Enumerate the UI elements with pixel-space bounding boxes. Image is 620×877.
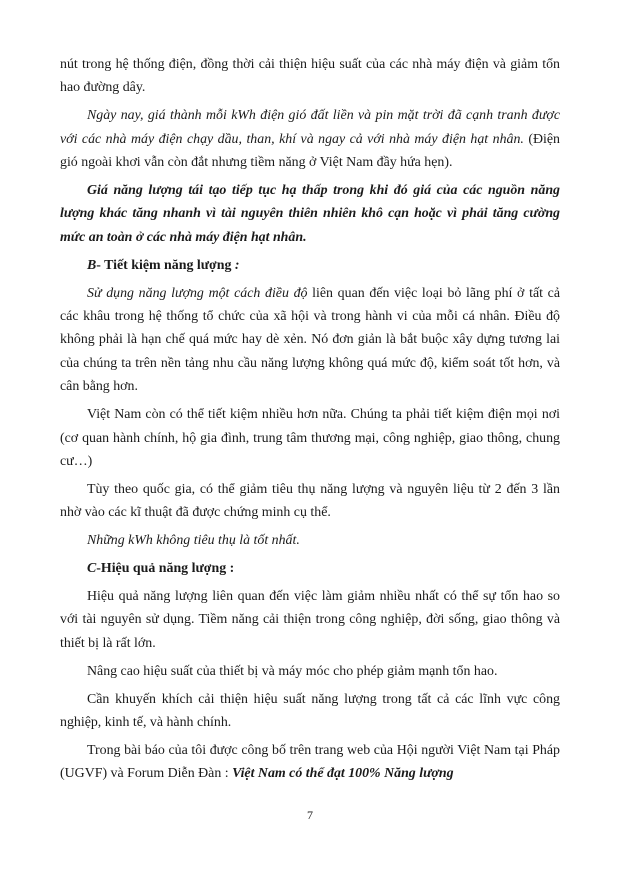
paragraph-italic-text: Những kWh không tiêu thụ là tốt nhất.: [87, 533, 300, 549]
paragraph-reduction-factor: [60, 478, 560, 525]
paragraph-text: Cần khuyến khích cải thiện hiệu suất năng lượng trong tất cả các lĩnh vực công nghiệp, kinh tế, và hành chính.: [60, 691, 560, 731]
paragraph-renewable-price-emphasis: [60, 179, 560, 249]
paragraph-text: Hiệu quả năng lượng liên quan đến việc làm giảm nhiều nhất có thể sự tổn hao so với tài nguyên sử dụng. Tiềm năng cải thiện trong công nghiệp, đời sống, giao thông và thiết bị là rất lớn.: [60, 589, 560, 651]
paragraph-italic-text: Ngày nay, giá thành mỗi kWh điện gió đất liền và pin mặt trời đã cạnh tranh được với các nhà máy điện chạy dầu, than, khí và ngay cả với nhà máy điện hạt nhân.: [60, 108, 560, 147]
section-letter: C: [87, 561, 97, 577]
page-number: 7: [307, 808, 313, 822]
paragraph-text: Nâng cao hiệu suất của thiết bị và máy móc cho phép giảm mạnh tổn hao.: [87, 663, 498, 679]
paragraph-text: Tùy theo quốc gia, có thể giảm tiêu thụ năng lượng và nguyên liệu từ 2 đến 3 lần nhờ vào các kĩ thuật đã được chứng minh cụ thể.: [60, 481, 560, 521]
paragraph-best-kwh: [60, 529, 560, 552]
paragraph-italic-text: Sử dụng năng lượng một cách điều độ: [87, 285, 308, 301]
paragraph-encourage-efficiency: [60, 688, 560, 735]
paragraph-text: (Điện gió ngoài khơi vẫn còn đắt nhưng tiềm năng ở Việt Nam đầy hứa hẹn).: [60, 131, 560, 171]
paragraph-text: liên quan đến việc loại bỏ lãng phí ở tất cả các khâu trong hệ thống tổ chức của xã hội và trong hành vi của mỗi cá nhân. Điều độ không phải là hạn chế quá mức hay dè xẻn. Nó đơn giản là bắt buộc xây dựng tương lai của chúng ta trên nền tảng nhu cầu năng lượng không quá mức độ, kiểm soát tốt hơn, và cân bằng hơn.: [60, 285, 560, 395]
paragraph-wind-solar-cost: [60, 104, 560, 174]
section-title: -Hiệu quả năng lượng :: [96, 561, 235, 577]
paragraph-text: Việt Nam còn có thể tiết kiệm nhiều hơn nữa. Chúng ta phải tiết kiệm điện mọi nơi (cơ quan hành chính, hộ gia đình, trung tâm thương mại, công nghiệp, giao thông, chung cư…): [60, 407, 560, 469]
paragraph-text: Trong bài báo của tôi được công bố trên trang web của Hội người Việt Nam tại Pháp (UGVF) và Forum Diễn Đàn :: [60, 742, 560, 782]
section-colon: :: [231, 257, 240, 273]
paragraph-article-reference: [60, 739, 560, 786]
paragraph-energy-efficiency: [60, 585, 560, 655]
article-title: Việt Nam có thể đạt 100% Năng lượng: [232, 766, 454, 782]
section-heading-c: [60, 557, 560, 580]
paragraph-text: nút trong hệ thống điện, đồng thời cải thiện hiệu suất của các nhà máy điện và giảm tổn hao đường dây.: [60, 57, 560, 96]
paragraph-emphasis-text: Giá năng lượng tái tạo tiếp tục hạ thấp trong khi đó giá của các nguồn năng lượng khác tăng nhanh vì tài nguyên thiên nhiên khô cạn hoặc vì phải tăng cường mức an toàn ở các nhà máy điện hạt nhân.: [60, 183, 560, 245]
section-title: - Tiết kiệm năng lượng: [96, 257, 232, 273]
paragraph-moderation: [60, 282, 560, 399]
paragraph-device-efficiency: [60, 660, 560, 683]
paragraph-grid-efficiency: [60, 53, 560, 100]
paragraph-vietnam-savings: [60, 403, 560, 473]
section-heading-b: [60, 254, 560, 277]
section-letter: B: [87, 257, 97, 273]
page-body: [60, 53, 560, 790]
